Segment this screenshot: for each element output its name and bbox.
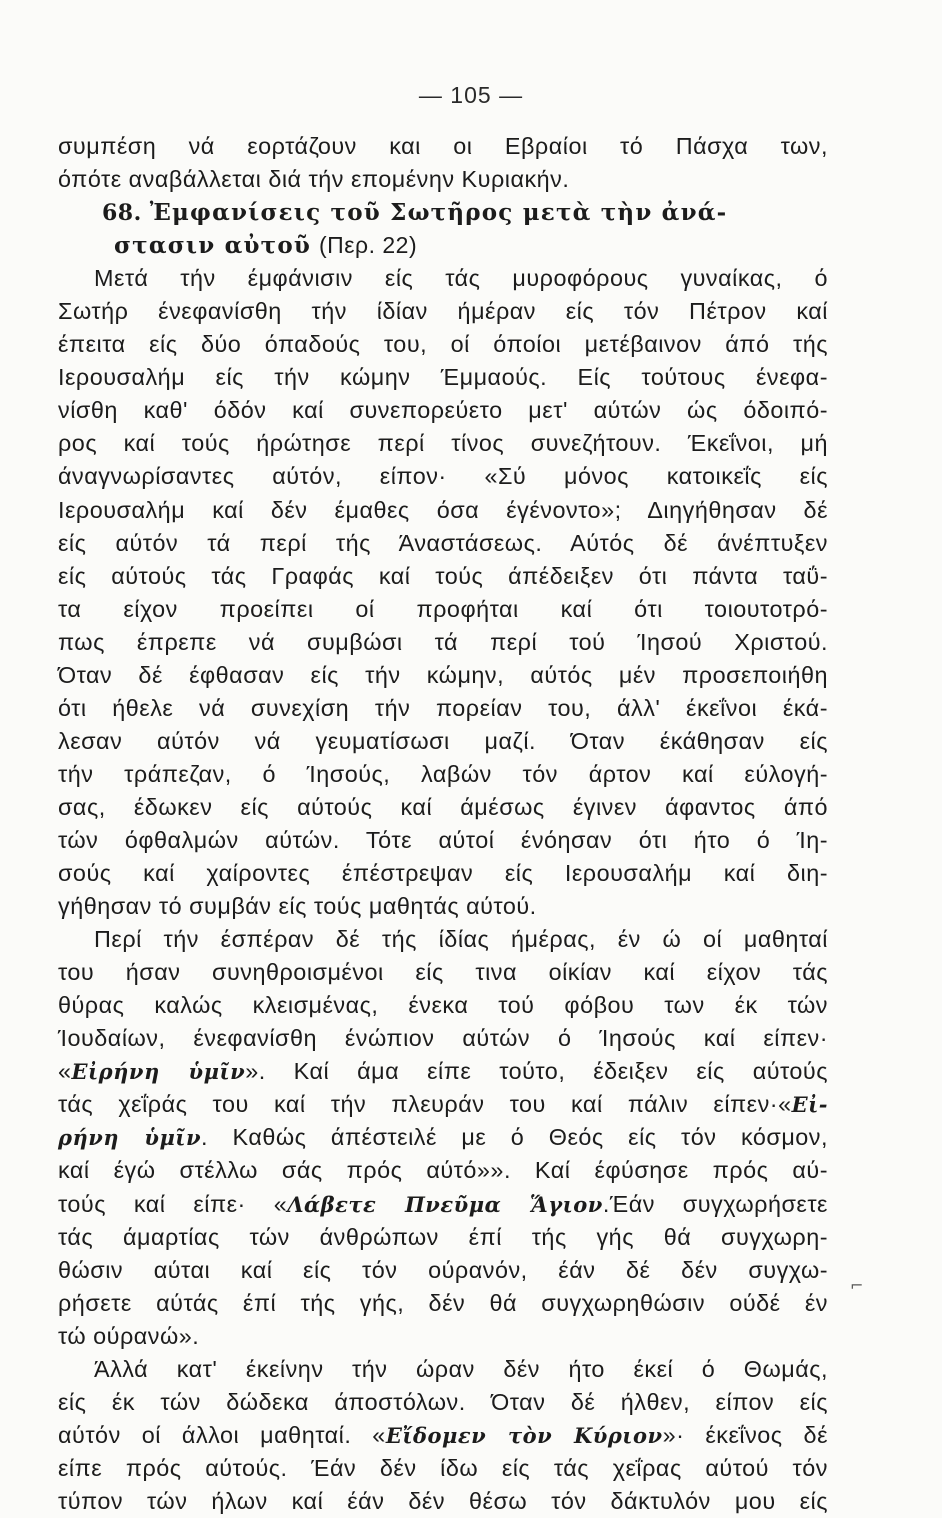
text-line: τα είχον προείπει οί προφήται καί ότι τοιουτοτρό- [58,595,828,622]
section-title: Ἐμφανίσεις τοῦ Σωτῆρος μετὰ τὴν ἀνά- [149,199,728,227]
text-line: σούς καί χαίροντες έπέστρεψαν είς Ιερουσαλήμ καί διη- [58,860,828,887]
text-line: τάς άμαρτίας τών άνθρώπων έπί τής γής θά συγχωρη- [58,1223,828,1250]
italic-quote: ρήνη ὑμῖν [58,1125,202,1151]
text-line: Σωτήρ ένεφανίσθη τήν ίδίαν ήμέραν είς τόν Πέτρον καί [58,298,828,325]
text-run: τάς χεΐράς του καί τήν πλευράν του καί πάλιν είπεν·« [58,1091,792,1118]
text-line [58,1055,828,1088]
text-line: γήθησαν τό συμβάν είς τούς μαθητάς αύτού. [58,893,537,920]
text-line: Ιερουσαλήμ είς τήν κώμην Έμμαούς. Είς τούτους ένεφα- [58,364,828,391]
text-run: αύτόν οί άλλοι μαθηταί. « [58,1421,386,1448]
text-line: όπότε αναβάλλεται διά τήν επομένην Κυριακήν. [58,166,570,193]
text-line: είπε πρός αύτούς. Έάν δέν ίδω είς τάς χεΐρας αύτού τόν [58,1454,828,1481]
text-line [58,1088,828,1121]
text-line: τώ ούρανώ». [58,1322,200,1349]
text-line: του ήσαν συνηθροισμένοι είς τινα οίκίαν καί είχον τάς [58,959,828,986]
text-run: »· έκεΐνος δέ [662,1421,829,1448]
text-run: τούς καί είπε· « [58,1190,288,1217]
text-line: Μετά τήν έμφάνισιν είς τάς μυροφόρους γυναίκας, ό [94,265,828,292]
page-body [58,130,828,1518]
text-line: πως έπρεπε νά συμβώσι τά περί τού Ίησού Χριστού. [58,628,828,655]
text-line [58,1121,828,1154]
italic-quote: Λάβετε Πνεῦμα Ἅγιον [287,1191,603,1217]
text-line [58,1419,828,1452]
paragraph-1 [58,262,828,923]
text-line: Όταν δέ έφθασαν είς τήν κώμην, αύτός μέν προσεποιήθη [58,661,828,688]
text-line: άναγνωρίσαντες αύτόν, είπον· «Σύ μόνος κατοικεΐς είς [58,463,828,490]
text-line: Άλλά κατ' έκείνην τήν ώραν δέν ήτο έκεί ό Θωμάς, [94,1355,828,1382]
scripture-reference: (Περ. 22) [318,232,418,259]
text-run: .Έάν συγχωρήσετε [602,1190,828,1217]
text-line [58,1188,828,1221]
text-line: ρος καί τούς ήρώτησε περί τίνος συνεζήτουν. Έκεΐνοι, μή [58,430,828,457]
paragraph-2 [58,923,828,1353]
italic-quote: Εἰρήνη ὑμῖν [71,1059,246,1085]
section-title-cont: στασιν αὐτοῦ [114,232,312,260]
text-line: έπειτα είς δύο όπαδούς του, οί όποίοι μετέβαινον άπό τής [58,331,828,358]
section-heading-cont [58,229,828,262]
text-line: σας, έδωκεν είς αύτούς καί άμέσως έγινεν άφαντος άπό [58,793,828,820]
margin-mark: ⌐ [850,1276,864,1295]
text-line: συμπέση νά εορτάζουν και οι Εβραίοι τό Πάσχα των, [58,133,828,159]
italic-quote: Εἰ- [791,1092,828,1118]
text-line: είς έκ τών δώδεκα άποστόλων. Όταν δέ ήλθεν, είπον είς [58,1388,828,1415]
text-line: θύρας καλώς κλεισμένας, ένεκα τού φόβου των έκ τών [58,992,828,1019]
text-line: νίσθη καθ' όδόν καί συνεπορεύετο μετ' αύτών ώς όδοιπό- [58,397,828,424]
italic-quote: Εἴδομεν τὸν Κύριον [385,1422,663,1448]
text-line: θώσιν αύται καί είς τόν ούρανόν, έάν δέ δέν συγχω- [58,1256,828,1283]
text-line: τών όφθαλμών αύτών. Τότε αύτοί ένόησαν ότι ήτο ό Ίη- [58,826,828,853]
page-number: — 105 — [418,82,524,108]
section-number: 68. [102,200,142,227]
text-line: ρήσετε αύτάς έπί τής γής, δέν θά συγχωρηθώσιν ούδέ έν [58,1289,828,1316]
text-line: καί έγώ στέλλω σάς πρός αύτό»». Καί έφύσησε πρός αύ- [58,1157,828,1184]
text-line: Ιερουσαλήμ καί δέν έμαθες όσα έγένοντο»; Διηγήθησαν δέ [58,496,828,523]
paragraph-3 [58,1353,828,1518]
text-run: ». Καί άμα είπε τούτο, έδειξεν είς αύτούς [245,1058,828,1085]
text-line: ότι ήθελε νά συνεχίση τήν πορείαν του, άλλ' έκεΐνοι έκά- [58,694,828,721]
text-run: . Καθώς άπέστειλέ με ό Θεός είς τόν κόσμον, [201,1124,828,1151]
text-line: τήν τράπεζαν, ό Ίησούς, λαβών τόν άρτον καί εύλογή- [58,760,828,787]
text-line: είς αύτόν τά περί τής Άναστάσεως. Αύτός δέ άνέπτυξεν [58,529,828,556]
text-line: Ίουδαίων, ένεφανίσθη ένώπιον αύτών ό Ίησούς καί είπεν· [58,1025,828,1052]
text-line: είς αύτούς τάς Γραφάς καί τούς άπέδειξεν ότι πάντα ταΰ- [58,562,828,589]
quote-mark: « [58,1058,72,1085]
text-line: Περί τήν έσπέραν δέ τής ίδίας ήμέρας, έν ώ οί μαθηταί [94,926,828,953]
text-line: τύπον τών ήλων καί έάν δέν θέσω τόν δάκτυλόν μου είς [58,1487,828,1514]
section-heading [58,196,828,229]
text-line: λεσαν αύτόν νά γευματίσωσι μαζί. Όταν έκάθησαν είς [58,727,828,754]
